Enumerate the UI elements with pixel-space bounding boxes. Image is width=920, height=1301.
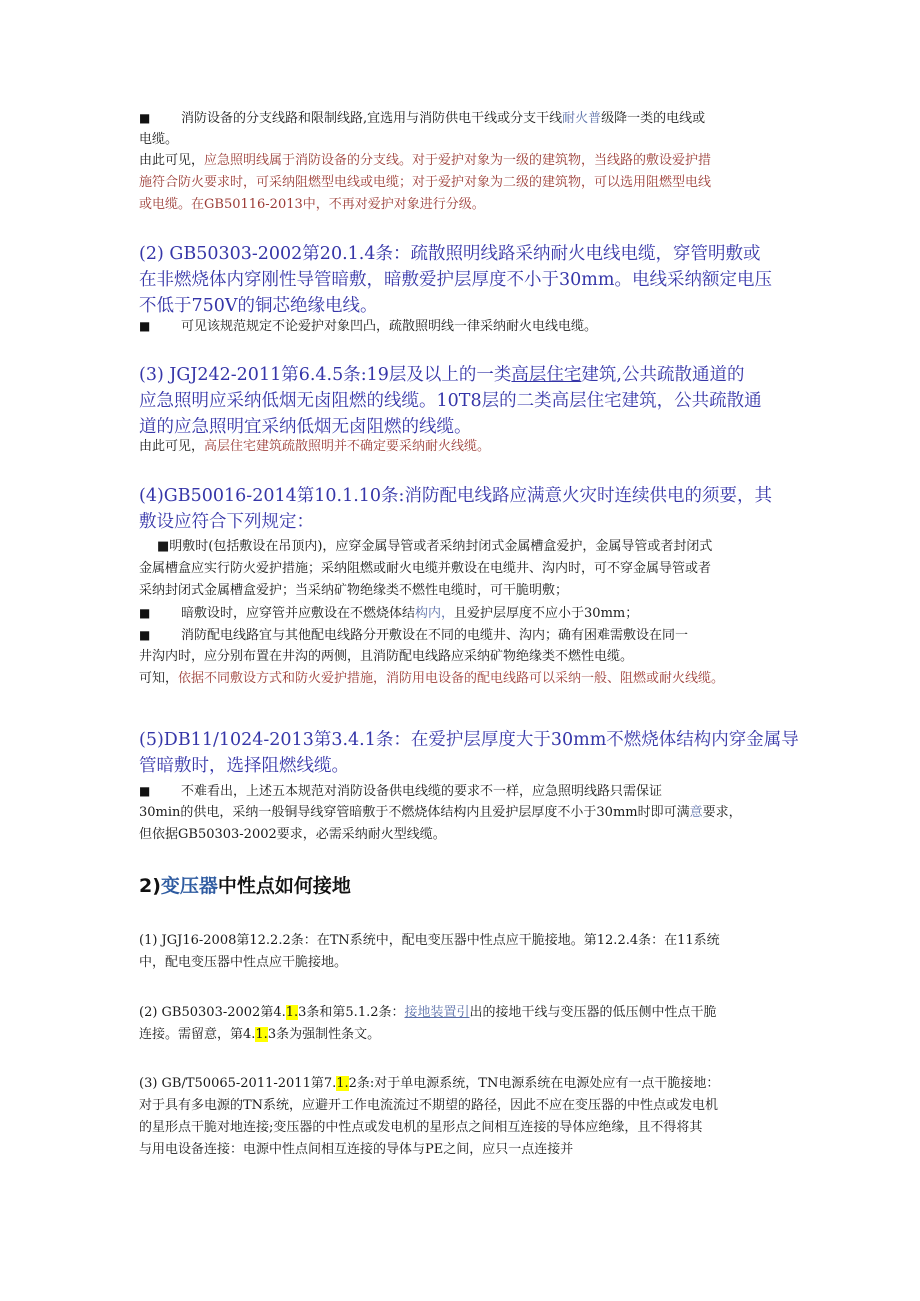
bullet: ■ (139, 606, 151, 620)
bullet: ■ (139, 111, 151, 125)
clause-gb50016-10-1-10: (4)GB50016-2014第10.1.10条:消防配电线路应满意火灾时连续供电的须要，其 敷设应符合下列规定： (139, 486, 772, 532)
bullet: ■ (139, 319, 151, 333)
clause-jgj16-12-2-2: (1) JGJ16-2008第12.2.2条：在TN系统中，配电变压器中性点应干脆接地。第12.2.4条：在11系统 中，配电变压器中性点应干脆接地。 (139, 933, 720, 970)
paragraph-conclusion-1: 由此可见，应急照明线属于消防设备的分支线。对于爱护对象为一级的建筑物，当线路的敷设爱护措 施符合防火要求时，可采纳阻燃型电线或电缆；对于爱护对象为二级的建筑物，可以选用阻燃型电线 或电缆。在GB50116-2013中，不再对爱护对象进行分级。 (139, 153, 712, 212)
section-heading-transformer: 2)变压器中性点如何接地 (139, 875, 351, 897)
paragraph-open-laying: ■明敷时(包括敷设在吊顶内)，应穿金属导管或者采纳封闭式金属槽盒爱护，金属导管或者封闭式 金属槽盒应实行防火爱护措施；采纳阻燃或耐火电缆并敷设在电缆井、沟内时，可不穿金属导管或者 采纳封闭式金属槽盒爱护；当采纳矿物绝缘类不燃性电缆时，可干脆明敷； ■ 暗敷设时，应穿管并应敷设在不燃烧体结构内，且爱护层厚度不应小于30mm； ■ 消防配电线路宜与其他配电线路分开敷设在不同的电缆井、沟内；确有困难需敷设在同一 井沟内时，应分别布置在井沟的两侧，且消防配电线路应采纳矿物绝缘类不燃性电缆。 可知，依据不同敷设方式和防火爱护措施，消防用电设备的配电线路可以采纳一般、阻燃或耐火线缆。 (139, 539, 725, 686)
clause-db11-1024-3-4-1: (5)DB11/1024-2013第3.4.1条：在爱护层厚度大于30mm不燃烧体结构内穿金属导 管暗敷时，选择阻燃线缆。 (139, 730, 799, 776)
bullet: ■ (139, 784, 151, 798)
note-item2: ■ 可见该规范规定不论爱护对象凹凸，疏散照明线一律采纳耐火电线电缆。 (139, 315, 789, 337)
clause-gb50303-20-1-4: (2) GB50303-2002第20.1.4条：疏散照明线路采纳耐火电线电缆，穿管明敷或 在非燃烧体内穿刚性导管暗敷，暗敷爱护层厚度不小于30mm。电线采纳额定电压 不低于750V的铜芯绝缘电线。 (139, 244, 772, 316)
note-item3: 由此可见，高层住宅建筑疏散照明并不确定要采纳耐火线缆。 (139, 439, 491, 454)
paragraph-branch-lines: ■ 消防设备的分支线路和限制线路,宜选用与消防供电干线或分支干线耐火普级降一类的电线或 电缆。 (139, 107, 789, 151)
clause-jgj242-6-4-5: (3) JGJ242-2011第6.4.5条:19层及以上的一类高层住宅建筑,公共疏散通道的 应急照明应采纳低烟无卤阻燃的线缆。10T8层的二类高层住宅建筑，公共疏散通 道的应急照明宜采纳低烟无卤阻燃的线缆。 (139, 365, 762, 437)
paragraph-summary: ■ 不难看出，上述五本规范对消防设备供电线缆的要求不一样，应急照明线路只需保证 30min的供电，采纳一般铜导线穿管暗敷于不燃烧体结构内且爱护层厚度不小于30mm时即可满意要求， 但依据GB50303-2002要求，必需采纳耐火型线缆。 (139, 780, 789, 846)
clause-gb50303-4-1-3: (2) GB50303-2002第4.1.3条和第5.1.2条：接地装置引出的接地干线与变压器的低压侧中性点干脆 连接。需留意，第4.1.3条为强制性条文。 (139, 1005, 717, 1042)
bullet: ■ (139, 628, 151, 642)
clause-gbt50065-7-1-2: (3) GB/T50065-2011-2011第7.1.2条:对于单电源系统，TN电源系统在电源处应有一点干脆接地： 对于具有多电源的TN系统，应避开工作电流流过不期望的路径，因此不应在变压器的中性点或发电机 的星形点干脆对地连接;变压器的中性点或发电机的星形点之间相互连接的导体应绝缘，且不得将其 与用电设备连接：电源中性点间相互连接的导体与PE之间，应只一点连接并 (139, 1076, 720, 1157)
